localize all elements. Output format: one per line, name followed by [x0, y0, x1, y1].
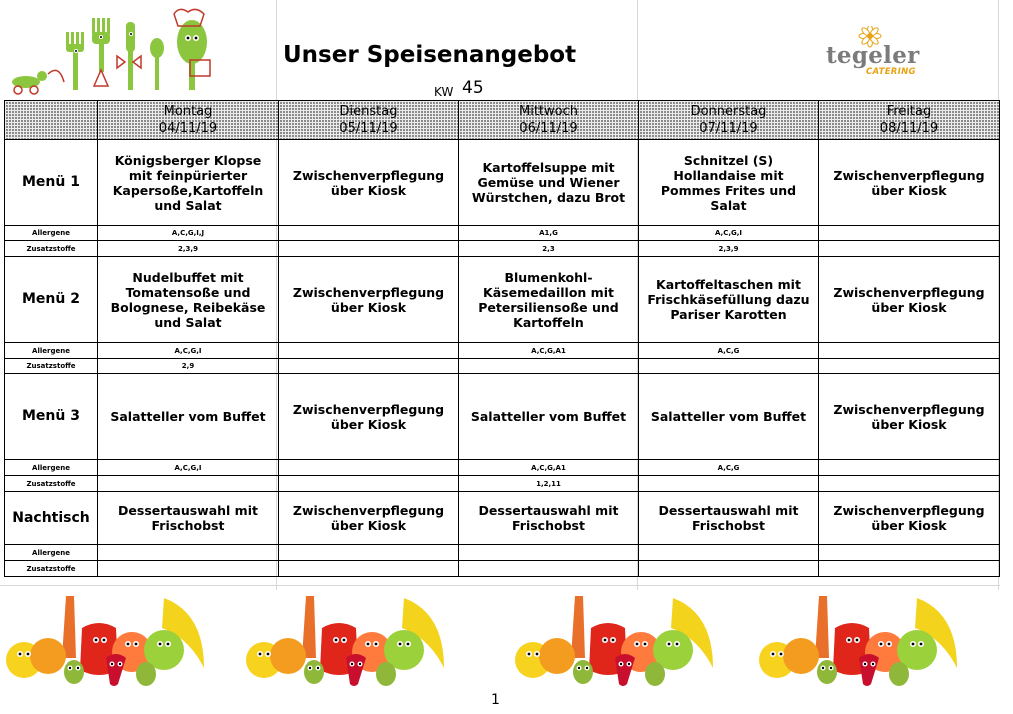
- week-label: KW: [434, 85, 454, 99]
- tegeler-logo: [822, 22, 932, 80]
- dish-cell: Zwischenverpflegung über Kiosk: [819, 140, 1000, 226]
- allergene-cell: [819, 460, 1000, 476]
- fruit-vegetable-characters-icon: [757, 588, 967, 690]
- zusatzstoffe-cell: [279, 476, 459, 492]
- allergene-cell: [98, 545, 279, 561]
- dish-cell: Zwischenverpflegung über Kiosk: [279, 140, 459, 226]
- dish-cell: Zwischenverpflegung über Kiosk: [819, 374, 1000, 460]
- dish-cell: Kartoffeltaschen mit Frischkäsefüllung dazu Pariser Karotten: [639, 257, 819, 343]
- allergene-cell: [819, 226, 1000, 241]
- zusatzstoffe-cell: [98, 476, 279, 492]
- menu-row: [5, 257, 1000, 343]
- zusatzstoffe-row: [5, 476, 1000, 492]
- day-header: Mittwoch 06/11/19: [459, 101, 639, 140]
- dish-cell: Zwischenverpflegung über Kiosk: [819, 257, 1000, 343]
- logo-subtitle: CATERING: [866, 67, 916, 77]
- zusatzstoffe-cell: [639, 476, 819, 492]
- dish-cell: Kartoffelsuppe mit Gemüse und Wiener Würstchen, dazu Brot: [459, 140, 639, 226]
- menu-label: Menü 2: [5, 257, 98, 343]
- zusatzstoffe-label: Zusatzstoffe: [5, 359, 98, 374]
- zusatzstoffe-label: Zusatzstoffe: [5, 561, 98, 577]
- allergene-cell: [279, 226, 459, 241]
- zusatzstoffe-row: [5, 241, 1000, 257]
- dish-cell: Dessertauswahl mit Frischobst: [98, 492, 279, 545]
- fruit-vegetable-characters-icon: [513, 588, 723, 690]
- menu-row: [5, 492, 1000, 545]
- allergene-cell: [819, 545, 1000, 561]
- allergene-cell: A,C,G,A1: [459, 343, 639, 359]
- header-corner: [5, 101, 98, 140]
- allergene-cell: A1,G: [459, 226, 639, 241]
- menu-table: [4, 100, 1000, 577]
- menu-label: Menü 3: [5, 374, 98, 460]
- zusatzstoffe-cell: 2,3: [459, 241, 639, 257]
- week-number: 45: [462, 78, 484, 98]
- allergene-cell: [279, 460, 459, 476]
- allergene-label: Allergene: [5, 545, 98, 561]
- fruit-vegetable-characters-icon: [4, 588, 214, 690]
- dish-cell: Zwischenverpflegung über Kiosk: [279, 492, 459, 545]
- zusatzstoffe-cell: [819, 359, 1000, 374]
- zusatzstoffe-cell: [279, 561, 459, 577]
- zusatzstoffe-cell: [819, 241, 1000, 257]
- logo-wordmark: tegeler: [826, 42, 920, 69]
- allergene-cell: A,C,G: [639, 460, 819, 476]
- zusatzstoffe-label: Zusatzstoffe: [5, 476, 98, 492]
- dish-cell: Salatteller vom Buffet: [459, 374, 639, 460]
- dish-cell: Zwischenverpflegung über Kiosk: [279, 257, 459, 343]
- allergene-cell: A,C,G: [639, 343, 819, 359]
- allergene-row: [5, 226, 1000, 241]
- zusatzstoffe-label: Zusatzstoffe: [5, 241, 98, 257]
- allergene-cell: A,C,G,A1: [459, 460, 639, 476]
- zusatzstoffe-cell: [279, 241, 459, 257]
- day-header: Dienstag 05/11/19: [279, 101, 459, 140]
- allergene-cell: A,C,G,I: [98, 460, 279, 476]
- dish-cell: Salatteller vom Buffet: [98, 374, 279, 460]
- allergene-cell: A,C,G,I: [639, 226, 819, 241]
- allergene-label: Allergene: [5, 460, 98, 476]
- zusatzstoffe-cell: [819, 476, 1000, 492]
- page-number: 1: [491, 692, 500, 708]
- allergene-cell: [819, 343, 1000, 359]
- zusatzstoffe-cell: [459, 359, 639, 374]
- dish-cell: Zwischenverpflegung über Kiosk: [819, 492, 1000, 545]
- menu-label: Nachtisch: [5, 492, 98, 545]
- allergene-cell: [279, 343, 459, 359]
- zusatzstoffe-cell: 2,3,9: [98, 241, 279, 257]
- dish-cell: Dessertauswahl mit Frischobst: [459, 492, 639, 545]
- zusatzstoffe-cell: [98, 561, 279, 577]
- day-header: Freitag 08/11/19: [819, 101, 1000, 140]
- fruit-vegetable-characters-icon: [244, 588, 454, 690]
- dish-cell: Nudelbuffet mit Tomatensoße und Bolognese, Reibekäse und Salat: [98, 257, 279, 343]
- dancing-cutlery-icon: [4, 4, 224, 96]
- dish-cell: Blumenkohl-Käsemedaillon mit Petersiliensoße und Kartoffeln: [459, 257, 639, 343]
- allergene-cell: A,C,G,I: [98, 343, 279, 359]
- allergene-row: [5, 460, 1000, 476]
- dish-cell: Zwischenverpflegung über Kiosk: [279, 374, 459, 460]
- menu-label: Menü 1: [5, 140, 98, 226]
- zusatzstoffe-cell: 2,9: [98, 359, 279, 374]
- allergene-cell: [639, 545, 819, 561]
- zusatzstoffe-row: [5, 561, 1000, 577]
- menu-row: [5, 374, 1000, 460]
- day-header-row: [5, 101, 1000, 140]
- allergene-row: [5, 545, 1000, 561]
- allergene-cell: A,C,G,I,J: [98, 226, 279, 241]
- allergene-label: Allergene: [5, 226, 98, 241]
- allergene-cell: [459, 545, 639, 561]
- dish-cell: Dessertauswahl mit Frischobst: [639, 492, 819, 545]
- dish-cell: Salatteller vom Buffet: [639, 374, 819, 460]
- menu-row: [5, 140, 1000, 226]
- zusatzstoffe-row: [5, 359, 1000, 374]
- day-header: Montag 04/11/19: [98, 101, 279, 140]
- allergene-cell: [279, 545, 459, 561]
- zusatzstoffe-cell: [279, 359, 459, 374]
- allergene-label: Allergene: [5, 343, 98, 359]
- page-title: Unser Speisenangebot: [283, 42, 577, 68]
- allergene-row: [5, 343, 1000, 359]
- zusatzstoffe-cell: [819, 561, 1000, 577]
- zusatzstoffe-cell: [639, 561, 819, 577]
- dish-cell: Schnitzel (S) Hollandaise mit Pommes Frites und Salat: [639, 140, 819, 226]
- zusatzstoffe-cell: 2,3,9: [639, 241, 819, 257]
- zusatzstoffe-cell: [459, 561, 639, 577]
- day-header: Donnerstag 07/11/19: [639, 101, 819, 140]
- dish-cell: Königsberger Klopse mit feinpürierter Kapersoße,Kartoffeln und Salat: [98, 140, 279, 226]
- zusatzstoffe-cell: 1,2,11: [459, 476, 639, 492]
- zusatzstoffe-cell: [639, 359, 819, 374]
